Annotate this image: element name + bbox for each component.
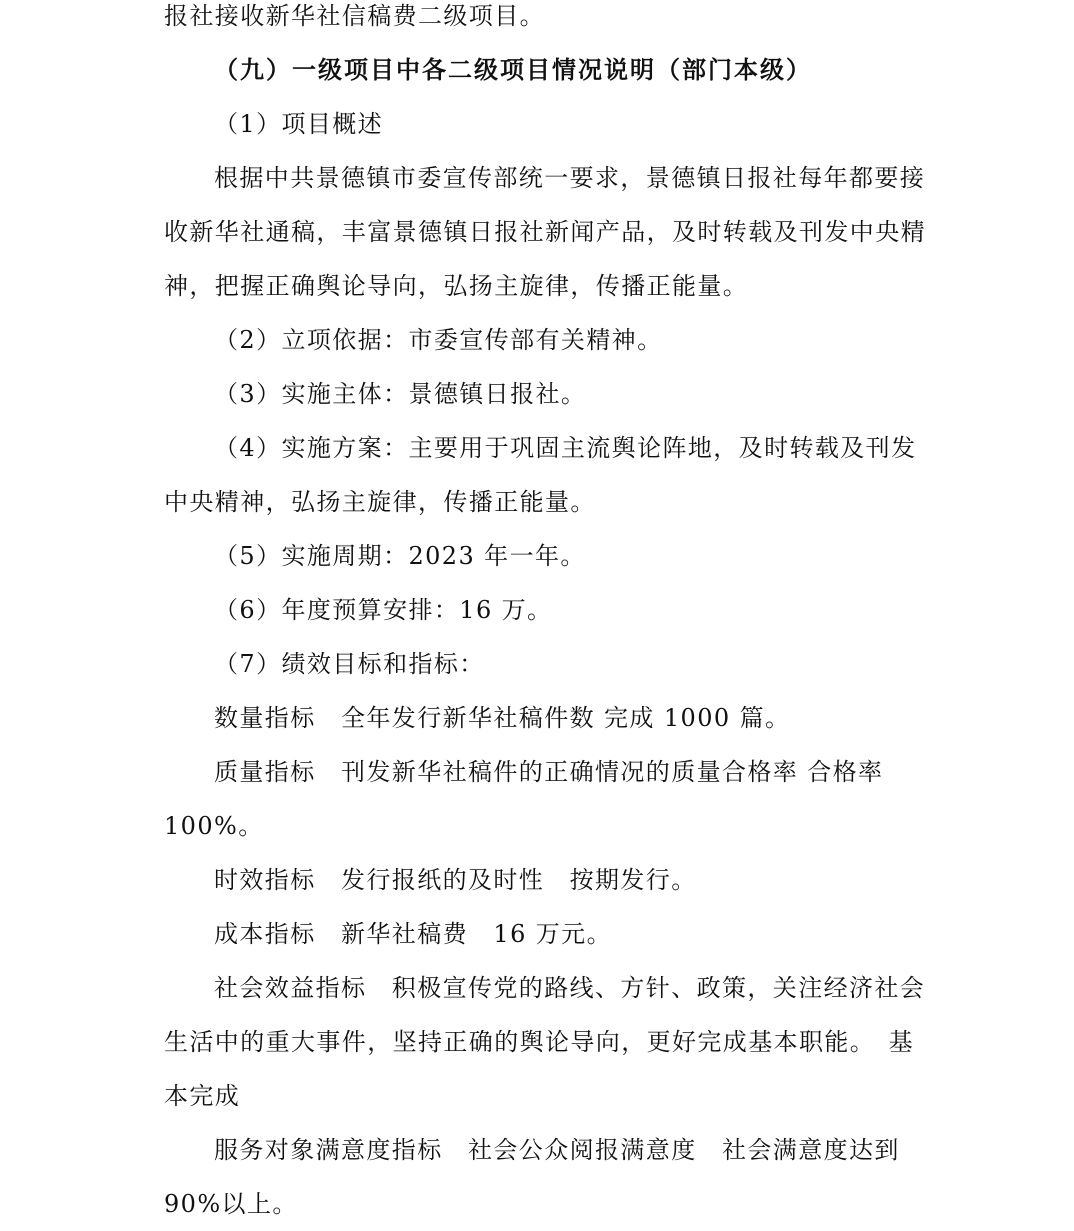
indicator-quantity: 数量指标 全年发行新华社稿件数 完成 1000 篇。: [214, 704, 791, 732]
item-plan: （4）实施方案：主要用于巩固主流舆论阵地，及时转载及刊发: [214, 434, 917, 462]
item-plan-continuation: 中央精神，弘扬主旋律，传播正能量。: [164, 488, 596, 516]
indicator-social-benefit-continuation: 本完成: [164, 1082, 241, 1110]
paragraph-line: 根据中共景德镇市委宣传部统一要求，景德镇日报社每年都要接: [214, 164, 926, 192]
indicator-satisfaction-continuation: 90%以上。: [164, 1190, 298, 1218]
indicator-social-benefit: 社会效益指标 积极宣传党的路线、方针、政策，关注经济社会: [214, 974, 926, 1002]
indicator-timeliness: 时效指标 发行报纸的及时性 按期发行。: [214, 866, 697, 894]
indicator-social-benefit-continuation: 生活中的重大事件，坚持正确的舆论导向，更好完成基本职能。 基: [164, 1028, 914, 1056]
text-line-continuation: 报社接收新华社信稿费二级项目。: [164, 2, 545, 30]
paragraph-line: 神，把握正确舆论导向，弘扬主旋律，传播正能量。: [164, 272, 749, 300]
indicator-satisfaction: 服务对象满意度指标 社会公众阅报满意度 社会满意度达到: [214, 1136, 900, 1164]
paragraph-line: 收新华社通稿，丰富景德镇日报社新闻产品，及时转载及刊发中央精: [164, 218, 926, 246]
item-basis: （2）立项依据：市委宣传部有关精神。: [214, 326, 663, 354]
indicator-quality-continuation: 100%。: [164, 812, 264, 840]
item-budget: （6）年度预算安排：16 万。: [214, 596, 553, 624]
indicator-cost: 成本指标 新华社稿费 16 万元。: [214, 920, 612, 948]
section-heading: （九）一级项目中各二级项目情况说明（部门本级）: [214, 56, 812, 84]
subsection-overview: （1）项目概述: [214, 110, 384, 138]
indicator-quality: 质量指标 刊发新华社稿件的正确情况的质量合格率 合格率: [214, 758, 884, 786]
item-entity: （3）实施主体：景德镇日报社。: [214, 380, 587, 408]
item-period: （5）实施周期：2023 年一年。: [214, 542, 586, 570]
item-targets: （7）绩效目标和指标：: [214, 650, 485, 678]
